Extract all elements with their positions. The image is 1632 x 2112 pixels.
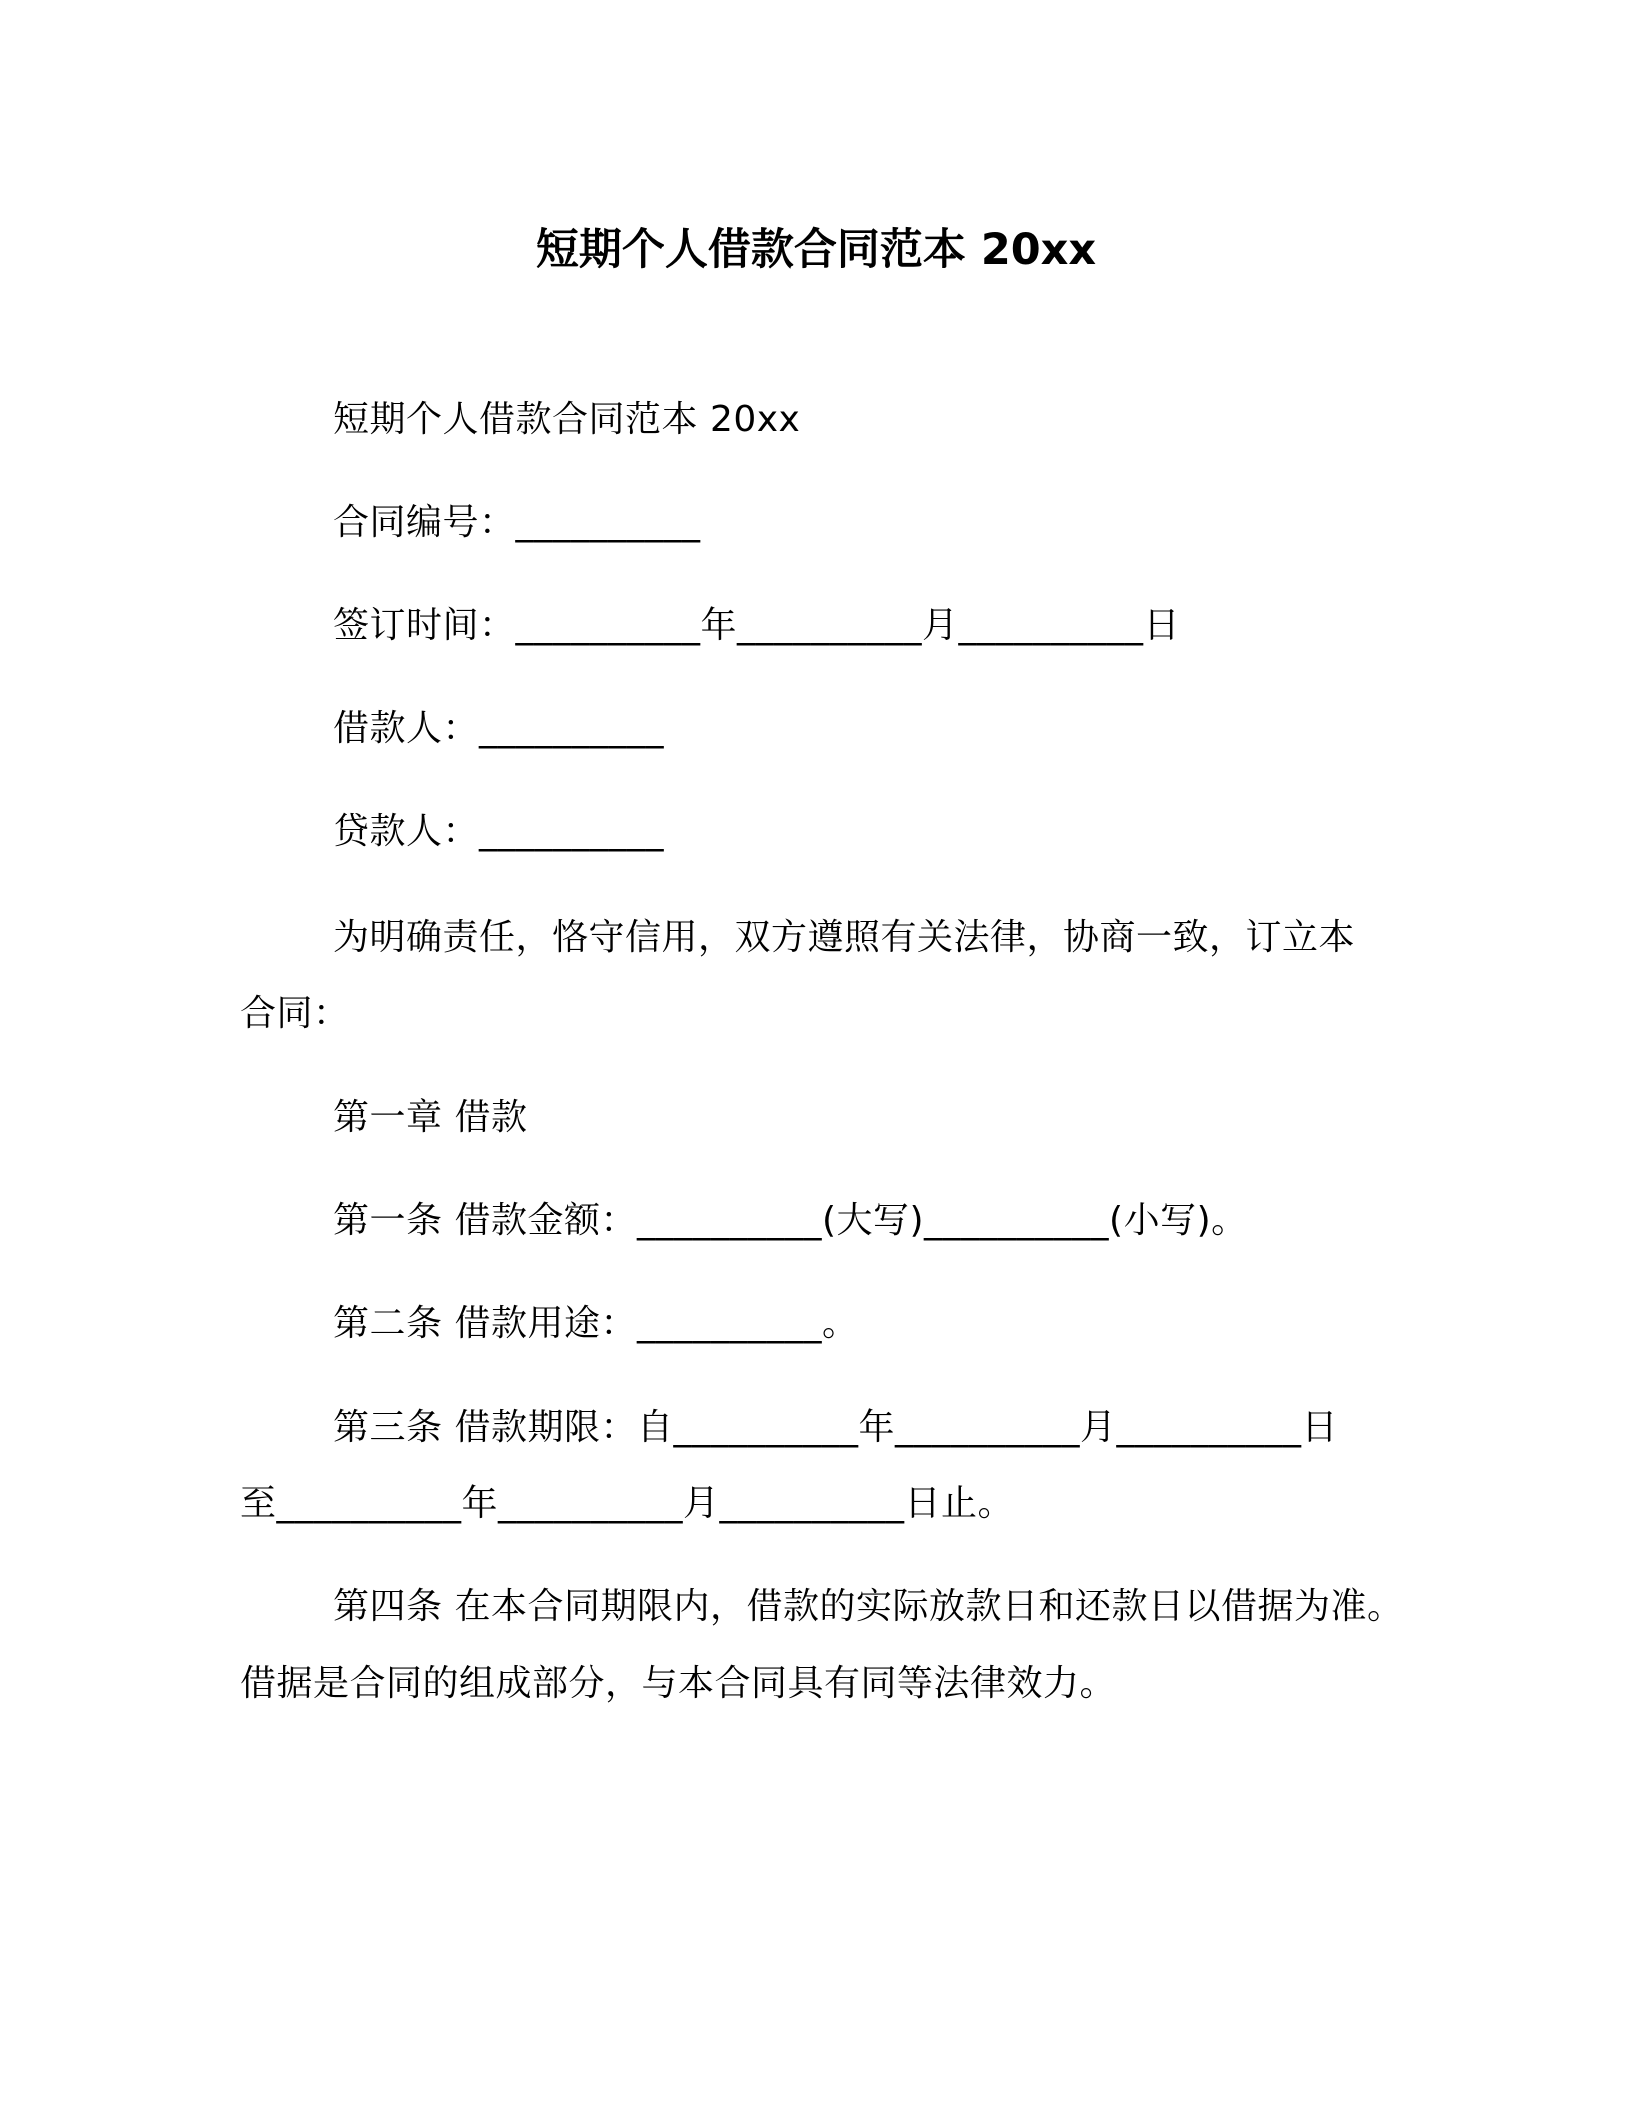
borrower-line: 借款人：__________ — [333, 708, 665, 749]
article-4-line-1: 第四条 在本合同期限内，借款的实际放款日和还款日以借据为准。 — [333, 1586, 1404, 1627]
signing-date-line: 签订时间：__________年__________月__________日 — [333, 605, 1181, 646]
chapter-heading: 第一章 借款 — [333, 1097, 528, 1138]
subtitle-line: 短期个人借款合同范本 20xx — [333, 399, 801, 440]
article-4-line-2: 借据是合同的组成部分，与本合同具有同等法律效力。 — [240, 1663, 1117, 1704]
article-2-line: 第二条 借款用途：__________。 — [333, 1303, 859, 1344]
contract-number-line: 合同编号：__________ — [333, 502, 701, 543]
preamble-line-1: 为明确责任，恪守信用，双方遵照有关法律，协商一致，订立本 — [333, 917, 1356, 958]
article-3-line-2: 至__________年__________月__________日止。 — [240, 1483, 1015, 1524]
document-title: 短期个人借款合同范本 20xx — [535, 225, 1097, 275]
lender-line: 贷款人：__________ — [333, 811, 665, 852]
article-1-line: 第一条 借款金额：__________(大写)__________(小写)。 — [333, 1200, 1248, 1241]
preamble-line-2: 合同： — [240, 993, 350, 1034]
article-3-line-1: 第三条 借款期限：自__________年__________月__________日 — [333, 1407, 1338, 1448]
